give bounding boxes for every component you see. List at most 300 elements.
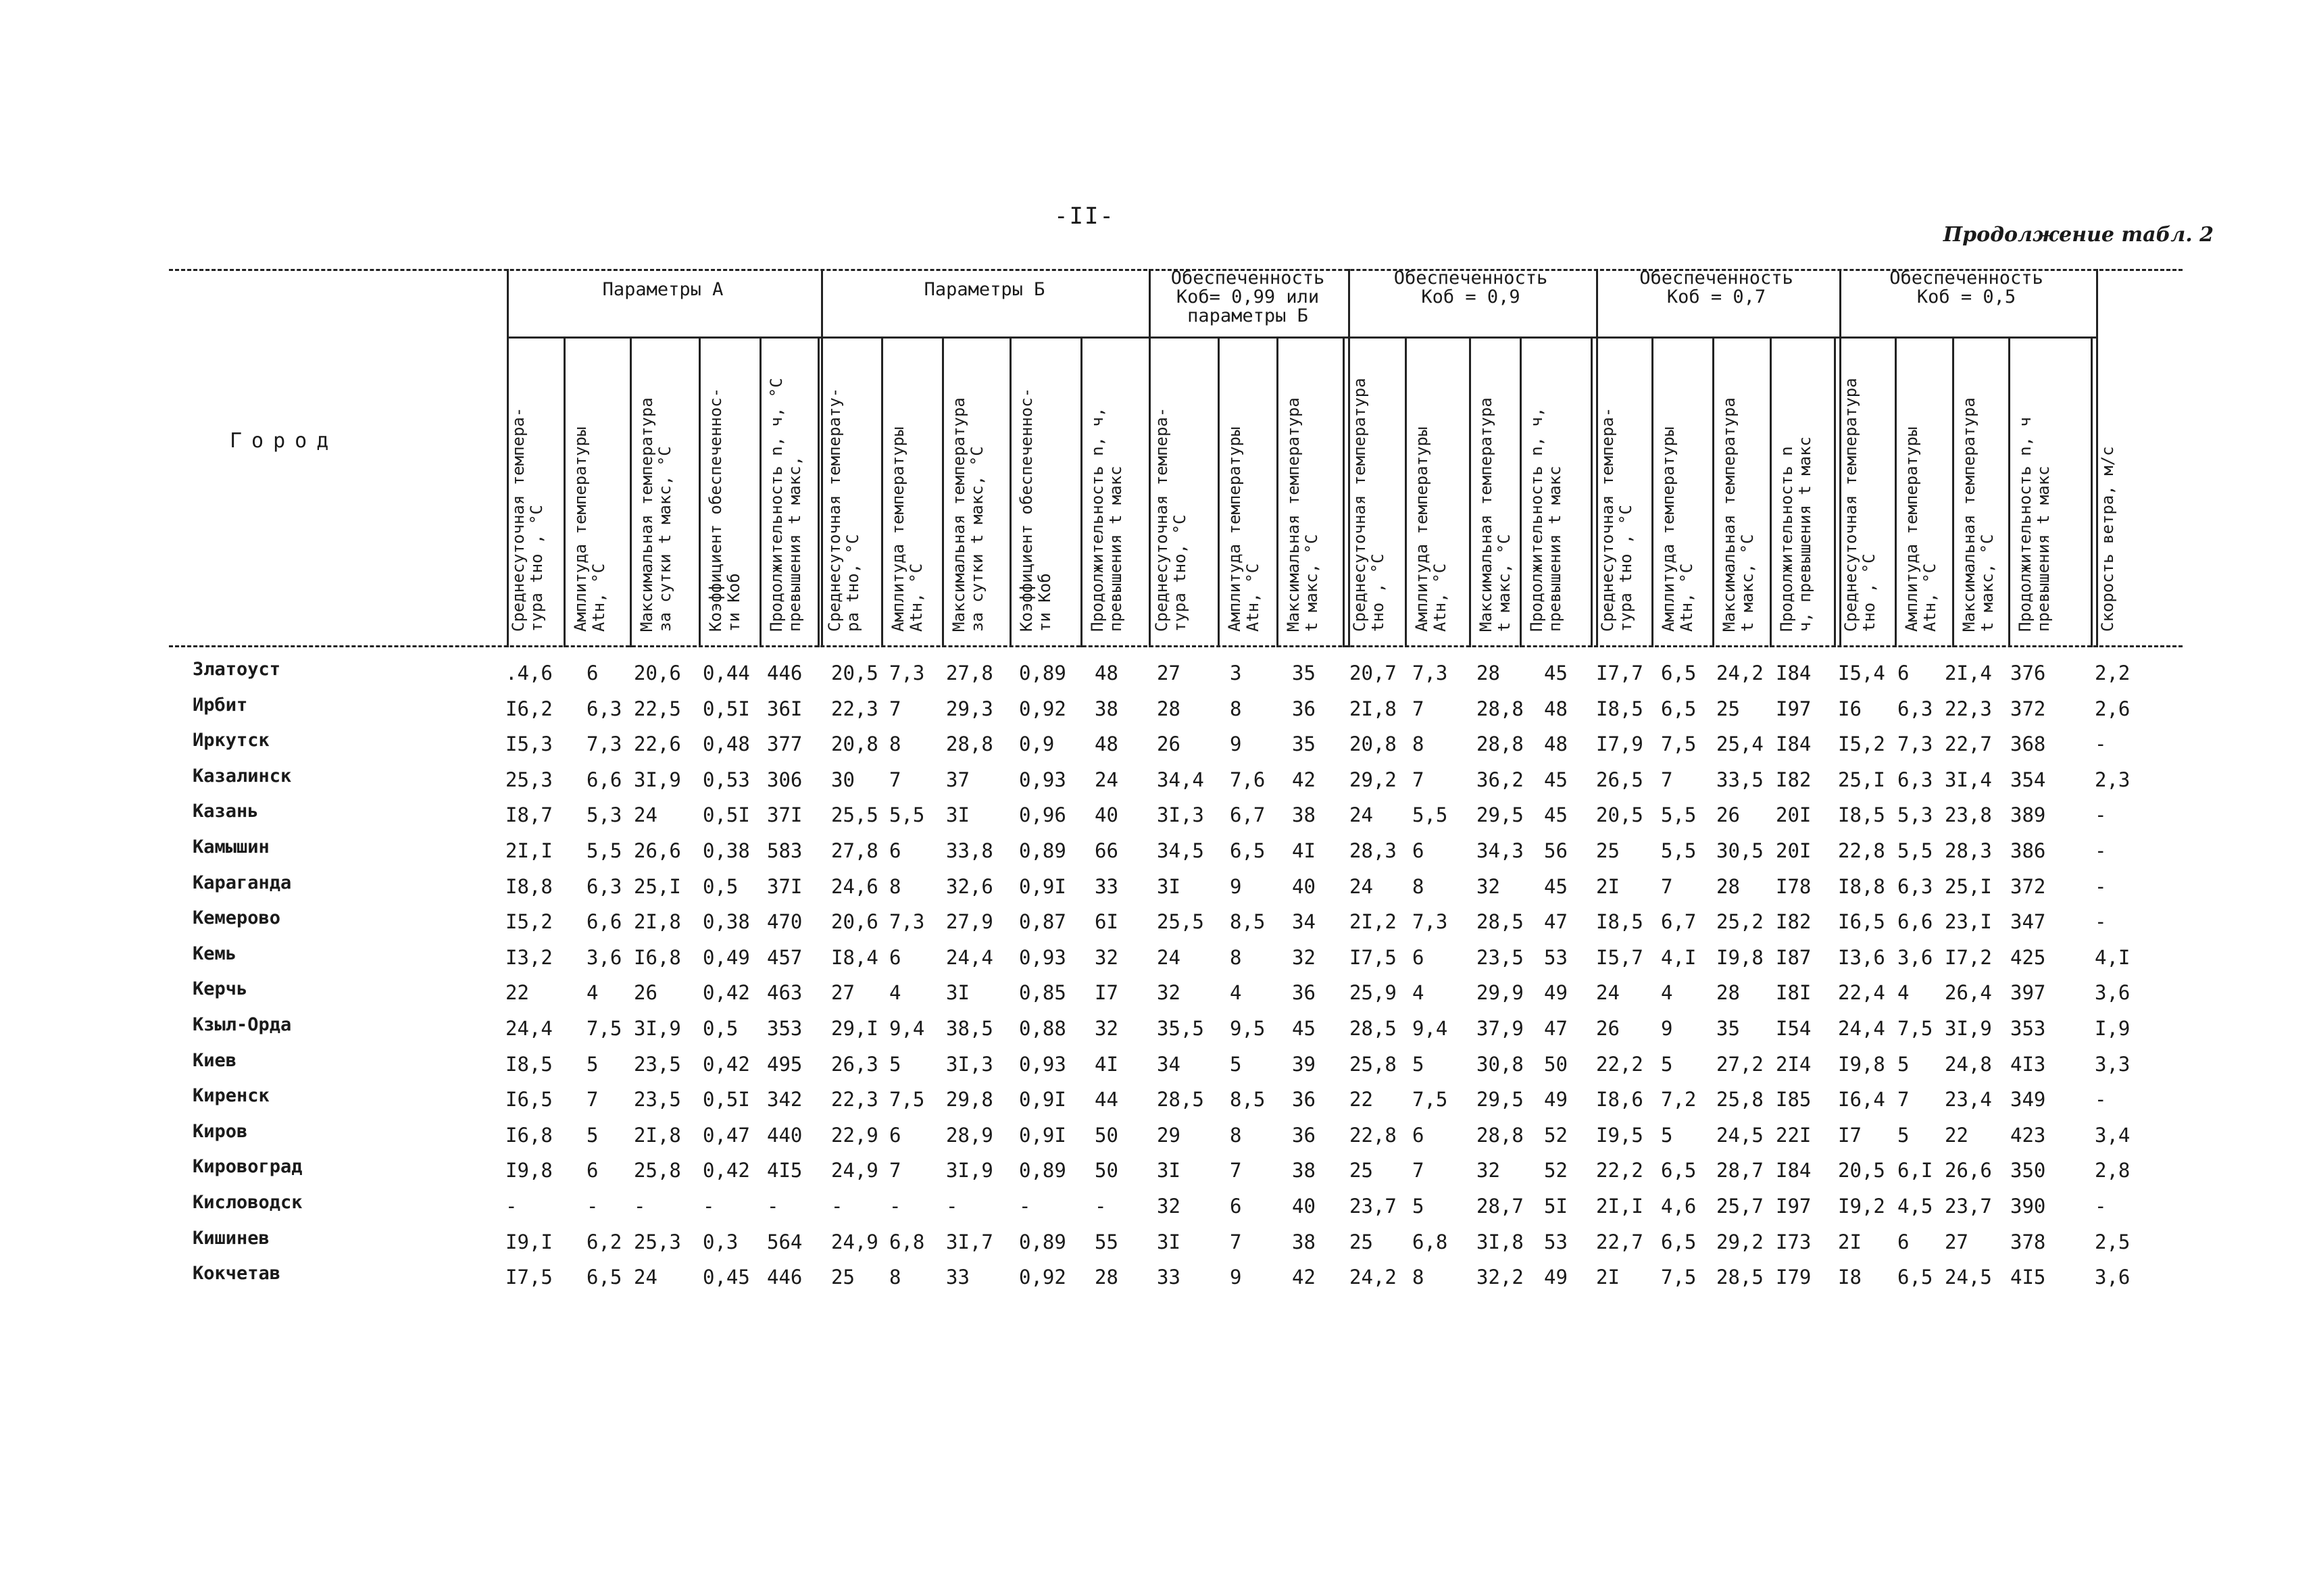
table-cell: 25,5: [1157, 910, 1204, 934]
table-cell: 23,5: [634, 1052, 681, 1076]
table-cell: I79: [1776, 1266, 1812, 1289]
table-cell: 0,5I: [703, 697, 750, 720]
column-header-8: Максимальная температура за сутки t макс, °С: [949, 397, 987, 632]
table-cell: 22,7: [1945, 732, 1992, 756]
table-cell: 25,I: [634, 874, 681, 898]
table-cell: 22I: [1776, 1123, 1812, 1147]
table-cell: -: [831, 1195, 843, 1218]
table-cell: 6,2: [587, 1230, 622, 1253]
table-cell: 25: [831, 1266, 855, 1289]
table-row: [0, 1192, 2315, 1224]
table-cell: I8: [1838, 1266, 1862, 1289]
table-cell: I9,8: [1716, 945, 1764, 969]
table-cell: 372: [2010, 874, 2046, 898]
table-cell: -: [587, 1195, 599, 1218]
table-cell: 24,9: [831, 1159, 878, 1182]
table-cell: 24,2: [1349, 1266, 1397, 1289]
table-cell: 28: [1157, 697, 1180, 720]
table-cell: 25: [1596, 839, 1620, 862]
column-header-11: Среднесуточная темпера- тура tно, °С: [1152, 407, 1189, 632]
table-cell: 0,45: [703, 1266, 750, 1289]
table-cell: 27,2: [1716, 1052, 1764, 1076]
table-cell: 33,8: [946, 839, 993, 862]
table-cell: 33: [1095, 874, 1118, 898]
table-cell: 423: [2010, 1123, 2046, 1147]
table-cell: 38: [1292, 1159, 1316, 1182]
table-cell: 0,5I: [703, 1088, 750, 1112]
table-cell: 44: [1095, 1088, 1118, 1112]
table-cell: 377: [767, 732, 803, 756]
column-header-2: Амплитуда температуры Atн, °С: [571, 426, 608, 632]
table-cell: I8,5: [1596, 697, 1643, 720]
table-cell: 3I: [1157, 1159, 1180, 1182]
table-cell: 24,9: [831, 1230, 878, 1253]
table-cell: 0,42: [703, 1159, 750, 1182]
column-divider: [1712, 338, 1714, 647]
table-cell: 52: [1544, 1159, 1568, 1182]
table-cell: 7,3: [587, 732, 622, 756]
table-cell: 6,I: [1897, 1159, 1933, 1182]
table-cell: 28,7: [1476, 1195, 1524, 1218]
table-cell: 0,96: [1019, 803, 1066, 827]
table-cell: 25,5: [831, 803, 878, 827]
table-cell: 2I4: [1776, 1052, 1812, 1076]
table-row: [0, 659, 2315, 691]
table-cell: 9,4: [1412, 1017, 1448, 1040]
table-cell: 3,4: [2095, 1123, 2131, 1147]
table-cell: 0,87: [1019, 910, 1066, 934]
table-cell: 32: [1292, 945, 1316, 969]
table-cell: I7,7: [1596, 662, 1643, 684]
table-cell: 0,47: [703, 1123, 750, 1147]
table-cell: 4I: [1292, 839, 1316, 862]
table-cell: 8: [889, 874, 901, 898]
table-cell: 45: [1544, 803, 1568, 827]
table-cell: 23,I: [1945, 910, 1992, 934]
table-cell: 4,I: [2095, 945, 2131, 969]
table-cell: 7: [889, 1159, 901, 1182]
table-cell: 29,2: [1716, 1230, 1764, 1253]
table-cell: 32,6: [946, 874, 993, 898]
table-cell: 28,8: [946, 732, 993, 756]
table-cell: 23,7: [1945, 1195, 1992, 1218]
column-divider: [1770, 338, 1772, 647]
table-cell: 32: [1476, 874, 1500, 898]
table-cell: I85: [1776, 1088, 1812, 1112]
table-cell: I8,7: [505, 803, 553, 827]
table-cell: 7: [1412, 1159, 1424, 1182]
table-cell: 4,5: [1897, 1195, 1933, 1218]
table-cell: 3I,7: [946, 1230, 993, 1253]
table-cell: 7: [1230, 1230, 1242, 1253]
table-cell: 27: [831, 981, 855, 1005]
column-divider: [1895, 338, 1897, 647]
table-cell: 25,3: [505, 768, 553, 791]
table-cell: 25,8: [1349, 1052, 1397, 1076]
table-cell: 4: [1661, 981, 1673, 1005]
table-cell: 349: [2010, 1088, 2046, 1112]
table-cell: 7,5: [1412, 1088, 1448, 1112]
column-header-12: Амплитуда температуры Atн, °С: [1225, 426, 1262, 632]
table-cell: 0,44: [703, 662, 750, 684]
table-cell: 390: [2010, 1195, 2046, 1218]
table-cell: I7: [1838, 1123, 1862, 1147]
table-cell: I8,8: [505, 874, 553, 898]
table-cell: 20,6: [831, 910, 878, 934]
table-cell: 9,5: [1230, 1017, 1266, 1040]
table-cell: 50: [1544, 1052, 1568, 1076]
table-cell: 446: [767, 1266, 803, 1289]
table-cell: 8: [1230, 945, 1242, 969]
table-cell: 20,8: [831, 732, 878, 756]
table-cell: 32: [1095, 1017, 1118, 1040]
table-cell: 20I: [1776, 839, 1812, 862]
table-cell: 5: [587, 1123, 599, 1147]
table-cell: 22,6: [634, 732, 681, 756]
table-cell: 2,8: [2095, 1159, 2131, 1182]
table-cell: I7: [1095, 981, 1118, 1005]
table-cell: 49: [1544, 1088, 1568, 1112]
table-cell: 4: [1897, 981, 1910, 1005]
table-cell: 23,7: [1349, 1195, 1397, 1218]
table-cell: 5,3: [1897, 803, 1933, 827]
table-cell: I8,5: [505, 1052, 553, 1076]
table-cell: 20,5: [1838, 1159, 1885, 1182]
table-cell: 6,3: [1897, 874, 1933, 898]
city-name: Керчь: [193, 978, 248, 1000]
table-cell: I97: [1776, 697, 1812, 720]
table-cell: I3,6: [1838, 945, 1885, 969]
table-cell: 470: [767, 910, 803, 934]
table-cell: 3I,3: [946, 1052, 993, 1076]
table-cell: 38: [1292, 803, 1316, 827]
column-divider: [1651, 338, 1653, 647]
table-cell: 22,8: [1838, 839, 1885, 862]
table-cell: 6: [889, 1123, 901, 1147]
table-cell: 8: [889, 732, 901, 756]
group-divider: [1149, 269, 1151, 647]
table-cell: 6: [587, 1159, 599, 1182]
table-cell: 397: [2010, 981, 2046, 1005]
table-cell: 34: [1157, 1052, 1180, 1076]
table-cell: 5: [1412, 1195, 1424, 1218]
table-cell: 28: [1716, 874, 1740, 898]
table-cell: 6,5: [1661, 1159, 1697, 1182]
table-cell: 0,5I: [703, 803, 750, 827]
table-cell: 29,I: [831, 1017, 878, 1040]
table-cell: -: [505, 1195, 518, 1218]
table-cell: 32: [1157, 1195, 1180, 1218]
table-cell: I6,5: [505, 1088, 553, 1112]
table-cell: 5,5: [1412, 803, 1448, 827]
table-cell: 6: [1412, 945, 1424, 969]
table-cell: 0,9: [1019, 732, 1055, 756]
table-cell: 2,6: [2095, 697, 2131, 720]
table-cell: I54: [1776, 1017, 1812, 1040]
table-cell: 35: [1716, 1017, 1740, 1040]
table-cell: 0,93: [1019, 945, 1066, 969]
table-cell: 24,4: [946, 945, 993, 969]
table-cell: 3,6: [587, 945, 622, 969]
table-cell: 22,3: [1945, 697, 1992, 720]
table-cell: 28: [1095, 1266, 1118, 1289]
table-cell: 40: [1095, 803, 1118, 827]
table-cell: 6: [587, 662, 599, 684]
group-header-5: Обеспеченность Коб = 0,7: [1639, 268, 1793, 307]
table-cell: 0,85: [1019, 981, 1066, 1005]
table-cell: 0,89: [1019, 1230, 1066, 1253]
table-cell: 22: [1945, 1123, 1968, 1147]
table-cell: 47: [1544, 1017, 1568, 1040]
table-cell: 7,2: [1661, 1088, 1697, 1112]
table-cell: I5,2: [1838, 732, 1885, 756]
table-cell: 8,5: [1230, 1088, 1266, 1112]
column-divider: [1343, 338, 1345, 647]
table-cell: 28,5: [1476, 910, 1524, 934]
table-cell: 3I,8: [1476, 1230, 1524, 1253]
table-cell: 27: [1945, 1230, 1968, 1253]
table-cell: 5: [1412, 1052, 1424, 1076]
table-cell: I9,I: [505, 1230, 553, 1253]
table-cell: 34,3: [1476, 839, 1524, 862]
table-cell: I3,2: [505, 945, 553, 969]
table-cell: 28,5: [1157, 1088, 1204, 1112]
table-cell: 3I,4: [1945, 768, 1992, 791]
column-header-18: Среднесуточная темпера- тура tно , °С: [1598, 407, 1635, 632]
table-cell: 6,3: [587, 697, 622, 720]
table-cell: 0,53: [703, 768, 750, 791]
table-cell: 457: [767, 945, 803, 969]
table-cell: 48: [1544, 732, 1568, 756]
table-cell: 25,I: [1838, 768, 1885, 791]
table-cell: 3: [1230, 662, 1242, 684]
table-cell: 29,8: [946, 1088, 993, 1112]
table-cell: I82: [1776, 768, 1812, 791]
table-cell: 6: [1897, 662, 1910, 684]
table-cell: 25,9: [1349, 981, 1397, 1005]
table-cell: 53: [1544, 1230, 1568, 1253]
column-header-22: Среднесуточная температура tно , °С: [1841, 378, 1878, 632]
table-cell: -: [2095, 1195, 2107, 1218]
column-divider: [1010, 338, 1012, 647]
table-cell: 32: [1157, 981, 1180, 1005]
table-cell: 26,5: [1596, 768, 1643, 791]
table-cell: 2,2: [2095, 662, 2131, 684]
table-cell: 6: [889, 839, 901, 862]
city-name: Ирбит: [193, 694, 248, 716]
table-cell: 5,5: [1661, 803, 1697, 827]
table-cell: 372: [2010, 697, 2046, 720]
table-cell: 27,8: [946, 662, 993, 684]
table-cell: 66: [1095, 839, 1118, 862]
table-cell: I8,8: [1838, 874, 1885, 898]
group-header-rule: [507, 336, 2096, 339]
table-cell: 8,5: [1230, 910, 1266, 934]
table-cell: I7,2: [1945, 945, 1992, 969]
table-cell: 0,92: [1019, 1266, 1066, 1289]
table-cell: 4: [587, 981, 599, 1005]
column-header-14: Среднесуточная температура tно , °С: [1350, 378, 1387, 632]
table-cell: 30,8: [1476, 1052, 1524, 1076]
table-cell: -: [2095, 732, 2107, 756]
table-cell: -: [1019, 1195, 1031, 1218]
table-cell: 28,3: [1349, 839, 1397, 862]
column-header-13: Максимальная температура t макс, °С: [1284, 397, 1321, 632]
column-header-4: Коэффициент обеспеченнос- ти Коб: [706, 387, 743, 632]
table-cell: 5,5: [1661, 839, 1697, 862]
table-cell: 24,8: [1945, 1052, 1992, 1076]
table-cell: 29,2: [1349, 768, 1397, 791]
table-cell: 5: [1661, 1123, 1673, 1147]
table-cell: 24: [1596, 981, 1620, 1005]
table-cell: 6: [1897, 1230, 1910, 1253]
table-cell: 7: [1412, 697, 1424, 720]
table-cell: 0,3: [703, 1230, 739, 1253]
table-cell: I97: [1776, 1195, 1812, 1218]
table-cell: I6,2: [505, 697, 553, 720]
table-cell: 3,3: [2095, 1052, 2131, 1076]
table-cell: 24: [1157, 945, 1180, 969]
table-cell: 7: [1661, 768, 1673, 791]
table-cell: 7: [1661, 874, 1673, 898]
table-cell: 5,5: [1897, 839, 1933, 862]
table-cell: 0,93: [1019, 768, 1066, 791]
table-cell: 25,I: [1945, 874, 1992, 898]
table-cell: 22,3: [831, 1088, 878, 1112]
table-cell: 2I: [1596, 1266, 1620, 1289]
table-cell: 0,5: [703, 1017, 739, 1040]
table-cell: I7,5: [1349, 945, 1397, 969]
table-cell: 2I,4: [1945, 662, 1992, 684]
table-cell: 353: [767, 1017, 803, 1040]
city-name: Кзыл-Орда: [193, 1014, 292, 1035]
column-divider: [818, 338, 820, 647]
column-divider: [1469, 338, 1471, 647]
table-cell: 25,3: [634, 1230, 681, 1253]
table-cell: 22,5: [634, 697, 681, 720]
table-cell: 3,6: [1897, 945, 1933, 969]
table-cell: 7,5: [1661, 1266, 1697, 1289]
table-cell: 386: [2010, 839, 2046, 862]
table-cell: 0,48: [703, 732, 750, 756]
table-cell: 3I: [1157, 874, 1180, 898]
table-cell: 446: [767, 662, 803, 684]
column-header-15: Амплитуда температуры Atн, °С: [1412, 426, 1449, 632]
table-cell: 6,5: [1897, 1266, 1933, 1289]
table-cell: 45: [1544, 662, 1568, 684]
column-header-5: Продолжительность n, ч, °С превышения t макс,: [767, 378, 804, 632]
table-cell: I5,3: [505, 732, 553, 756]
table-cell: 37: [946, 768, 970, 791]
table-cell: 4I: [1095, 1052, 1118, 1076]
table-cell: 7,5: [1897, 1017, 1933, 1040]
table-cell: 4I5: [2010, 1266, 2046, 1289]
table-cell: 37I: [767, 803, 803, 827]
table-row: [0, 766, 2315, 798]
table-cell: 37I: [767, 874, 803, 898]
table-cell: 7,3: [1897, 732, 1933, 756]
table-cell: 350: [2010, 1159, 2046, 1182]
table-cell: 3,6: [2095, 1266, 2131, 1289]
table-cell: 3I,9: [634, 1017, 681, 1040]
table-cell: 36: [1292, 981, 1316, 1005]
table-cell: 24,6: [831, 874, 878, 898]
table-cell: 26,3: [831, 1052, 878, 1076]
table-cell: 40: [1292, 1195, 1316, 1218]
table-cell: I,9: [2095, 1017, 2131, 1040]
table-cell: 38: [1292, 1230, 1316, 1253]
table-cell: 28,9: [946, 1123, 993, 1147]
table-cell: 29: [1157, 1123, 1180, 1147]
table-cell: 6,6: [587, 768, 622, 791]
group-header-3: Обеспеченность Коб= 0,99 или параметры Б: [1170, 268, 1325, 326]
city-column-header: Город: [230, 429, 339, 453]
table-cell: 45: [1292, 1017, 1316, 1040]
table-cell: 32: [1476, 1159, 1500, 1182]
group-header-6: Обеспеченность Коб = 0,5: [1889, 268, 2043, 307]
table-cell: 7: [1412, 768, 1424, 791]
table-cell: 23,4: [1945, 1088, 1992, 1112]
table-cell: 0,9I: [1019, 874, 1066, 898]
table-cell: 28,7: [1716, 1159, 1764, 1182]
table-cell: 5,5: [587, 839, 622, 862]
column-divider: [1405, 338, 1407, 647]
table-cell: 25,2: [1716, 910, 1764, 934]
table-cell: -: [2095, 874, 2107, 898]
table-cell: 22,3: [831, 697, 878, 720]
table-cell: 7,5: [587, 1017, 622, 1040]
table-cell: 4: [1412, 981, 1424, 1005]
column-divider: [1080, 338, 1082, 647]
column-header-9: Коэффициент обеспеченнос- ти Коб: [1017, 387, 1054, 632]
table-cell: 39: [1292, 1052, 1316, 1076]
column-divider: [1218, 338, 1220, 647]
table-cell: 47: [1544, 910, 1568, 934]
table-cell: 22,2: [1596, 1052, 1643, 1076]
table-row: [0, 801, 2315, 833]
table-cell: 28,5: [1349, 1017, 1397, 1040]
table-cell: 463: [767, 981, 803, 1005]
table-cell: 27,9: [946, 910, 993, 934]
table-cell: 0,42: [703, 1052, 750, 1076]
table-cell: 3,6: [2095, 981, 2131, 1005]
column-divider: [760, 338, 762, 647]
table-cell: 8: [1230, 697, 1242, 720]
table-cell: 440: [767, 1123, 803, 1147]
table-cell: 29,5: [1476, 1088, 1524, 1112]
column-header-19: Амплитуда температуры Atн, °С: [1659, 426, 1696, 632]
table-cell: 6,7: [1661, 910, 1697, 934]
table-cell: 32: [1095, 945, 1118, 969]
table-cell: 4,I: [1661, 945, 1697, 969]
table-row: [0, 1085, 2315, 1118]
table-cell: 425: [2010, 945, 2046, 969]
city-name: Казалинск: [193, 765, 292, 787]
city-name: Киев: [193, 1049, 237, 1071]
table-cell: 25,8: [1716, 1088, 1764, 1112]
table-cell: 6: [889, 945, 901, 969]
table-cell: 24: [1095, 768, 1118, 791]
table-cell: 28,8: [1476, 732, 1524, 756]
table-cell: 9: [1230, 1266, 1242, 1289]
table-cell: 23,5: [634, 1088, 681, 1112]
table-cell: 0,89: [1019, 1159, 1066, 1182]
table-cell: 7,6: [1230, 768, 1266, 791]
table-cell: .4,6: [505, 662, 553, 684]
table-cell: 7,3: [1412, 662, 1448, 684]
column-header-26: Скорость ветра, м/с: [2098, 446, 2117, 632]
table-cell: 22,2: [1596, 1159, 1643, 1182]
